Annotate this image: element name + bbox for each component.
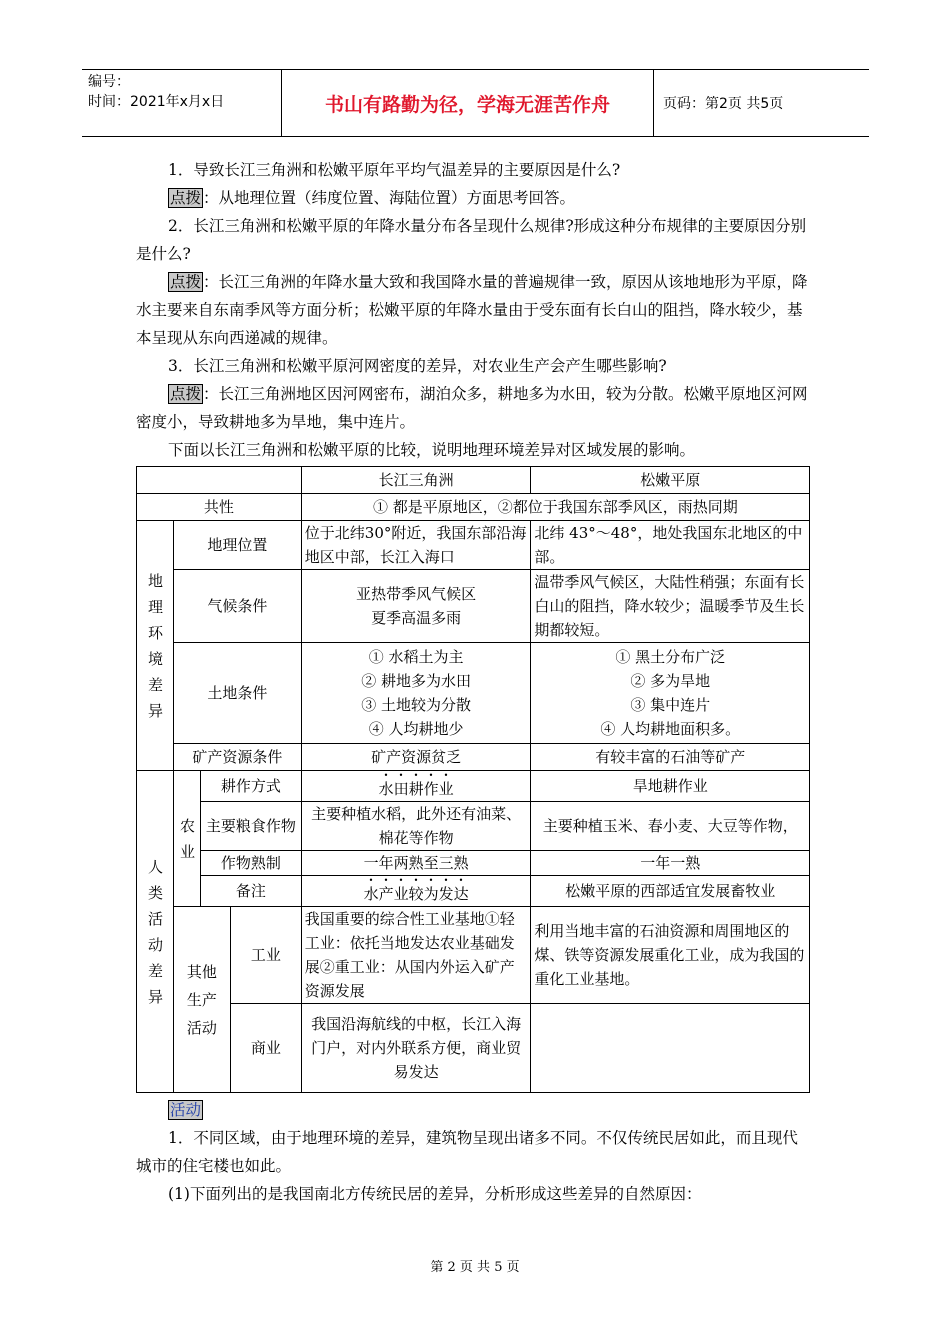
table-row	[137, 494, 810, 521]
land-label: 土地条件	[173, 643, 301, 744]
tip-tag: 点拨	[170, 273, 202, 291]
question-3: 3．长江三角洲和松嫩平原河网密度的差异，对农业生产会产生哪些影响?	[168, 357, 667, 375]
other-group-label: 其他生产活动	[173, 907, 230, 1093]
land-a: ① 水稻土为主 ② 耕地多为水田 ③ 土地较为分散 ④ 人均耕地少	[301, 643, 531, 744]
agri-group-label: 农业	[173, 771, 200, 907]
table-row	[137, 467, 810, 494]
farming-label: 耕作方式	[200, 771, 301, 802]
common-label: 共性	[137, 494, 302, 521]
climate-a: 亚热带季风气候区 夏季高温多雨	[301, 570, 531, 643]
note-a: 水产业较为发达	[301, 876, 531, 907]
mineral-a: 矿产资源贫乏	[301, 744, 531, 771]
table-row	[137, 521, 810, 570]
farming-b: 旱地耕作业	[531, 771, 810, 802]
location-label: 地理位置	[173, 521, 301, 570]
climate-label: 气候条件	[173, 570, 301, 643]
time-label: 时间：2021年x月x日	[88, 94, 225, 110]
tip-2	[136, 268, 812, 352]
tip-text: ：长江三角洲的年降水量大致和我国降水量的普遍规律一致，原因从该地地形为平原，降水主要来自东南季风等方面分析；松嫩平原的年降水量由于受东面有长白山的阻挡，降水较少，基本呈现从东向西递减的规律。	[136, 273, 808, 347]
question-2: 2．长江三角洲和松嫩平原的年降水量分布各呈现什么规律?形成这种分布规律的主要原因分别是什么?	[136, 217, 807, 263]
mineral-b: 有较丰富的石油等矿产	[531, 744, 810, 771]
industry-a: 我国重要的综合性工业基地①轻工业：依托当地发达农业基础发展②重工业：从国内外运入矿产资源发展	[301, 907, 531, 1004]
commerce-a: 我国沿海航线的中枢，长江入海门户，对内外联系方便，商业贸易发达	[301, 1004, 531, 1093]
header-motto: 书山有路勤为径，学海无涯苦作舟	[282, 70, 654, 136]
table-row	[137, 744, 810, 771]
common-value: ① 都是平原地区，②都位于我国东部季风区，雨热同期	[301, 494, 809, 521]
industry-label: 工业	[230, 907, 301, 1004]
tip-tag: 点拨	[170, 189, 202, 207]
note-label: 备注	[200, 876, 301, 907]
page-footer: 第 2 页 共 5 页	[430, 1260, 520, 1275]
table-row	[137, 907, 810, 1004]
farming-a: 水田耕作业	[301, 771, 531, 802]
crops-label: 主要粮食作物	[200, 802, 301, 851]
tip-tag: 点拨	[170, 385, 202, 403]
human-group-label: 人类活动差异	[137, 771, 174, 1093]
table-row	[137, 643, 810, 744]
tip-text: ：从地理位置（纬度位置、海陆位置）方面思考回答。	[203, 189, 576, 207]
geo-group-label: 地理环境差异	[137, 521, 174, 771]
tip-text: ：长江三角洲地区因河网密布，湖泊众多，耕地多为水田，较为分散。松嫩平原地区河网密度小，导致耕地多为旱地，集中连片。	[136, 385, 808, 431]
col-header-b: 松嫩平原	[531, 467, 810, 494]
ripen-label: 作物熟制	[200, 851, 301, 876]
location-b: 北纬 43°～48°，地处我国东北地区的中部。	[531, 521, 810, 570]
header-page-info: 页码：第2页 共5页	[663, 96, 784, 112]
ripen-b: 一年一熟	[531, 851, 810, 876]
note-b: 松嫩平原的西部适宜发展畜牧业	[531, 876, 810, 907]
question-1: 1．导致长江三角洲和松嫩平原年平均气温差异的主要原因是什么?	[168, 161, 621, 179]
commerce-label: 商业	[230, 1004, 301, 1093]
mineral-label: 矿产资源条件	[173, 744, 301, 771]
crops-b: 主要种植玉米、春小麦、大豆等作物，	[531, 802, 810, 851]
tip-3	[136, 380, 812, 436]
activity-1: 1．不同区域，由于地理环境的差异，建筑物呈现出诸多不同。不仅传统民居如此，而且现代城市的住宅楼也如此。	[136, 1129, 798, 1175]
table-row	[137, 1004, 810, 1093]
land-b: ① 黑土分布广泛 ② 多为旱地 ③ 集中连片 ④ 人均耕地面积多。	[531, 643, 810, 744]
page-header	[82, 69, 869, 137]
tip-1	[136, 184, 812, 212]
industry-b: 利用当地丰富的石油资源和周围地区的煤、铁等资源发展重化工业，成为我国的重化工业基地。	[531, 907, 810, 1004]
number-label: 编号：	[88, 74, 130, 90]
climate-b: 温带季风气候区，大陆性稍强；东面有长白山的阻挡，降水较少；温暖季节及生长期都较短。	[531, 570, 810, 643]
commerce-b	[531, 1004, 810, 1093]
header-meta	[82, 70, 282, 136]
table-row	[137, 851, 810, 876]
document-body	[136, 156, 812, 1208]
location-a: 位于北纬30°附近，我国东部沿海地区中部，长江入海口	[301, 521, 531, 570]
table-row	[137, 771, 810, 802]
table-row	[137, 802, 810, 851]
comparison-table	[136, 466, 810, 1093]
activity-heading	[136, 1096, 812, 1124]
ripen-a: 一年两熟至三熟	[301, 851, 531, 876]
table-row	[137, 570, 810, 643]
table-intro: 下面以长江三角洲和松嫩平原的比较，说明地理环境差异对区域发展的影响。	[168, 441, 696, 459]
activity-1-sub: (1)下面列出的是我国南北方传统民居的差异，分析形成这些差异的自然原因：	[168, 1185, 702, 1203]
crops-a: 主要种植水稻，此外还有油菜、棉花等作物	[301, 802, 531, 851]
table-row	[137, 876, 810, 907]
activity-tag: 活动	[170, 1101, 202, 1119]
col-header-a: 长江三角洲	[301, 467, 531, 494]
